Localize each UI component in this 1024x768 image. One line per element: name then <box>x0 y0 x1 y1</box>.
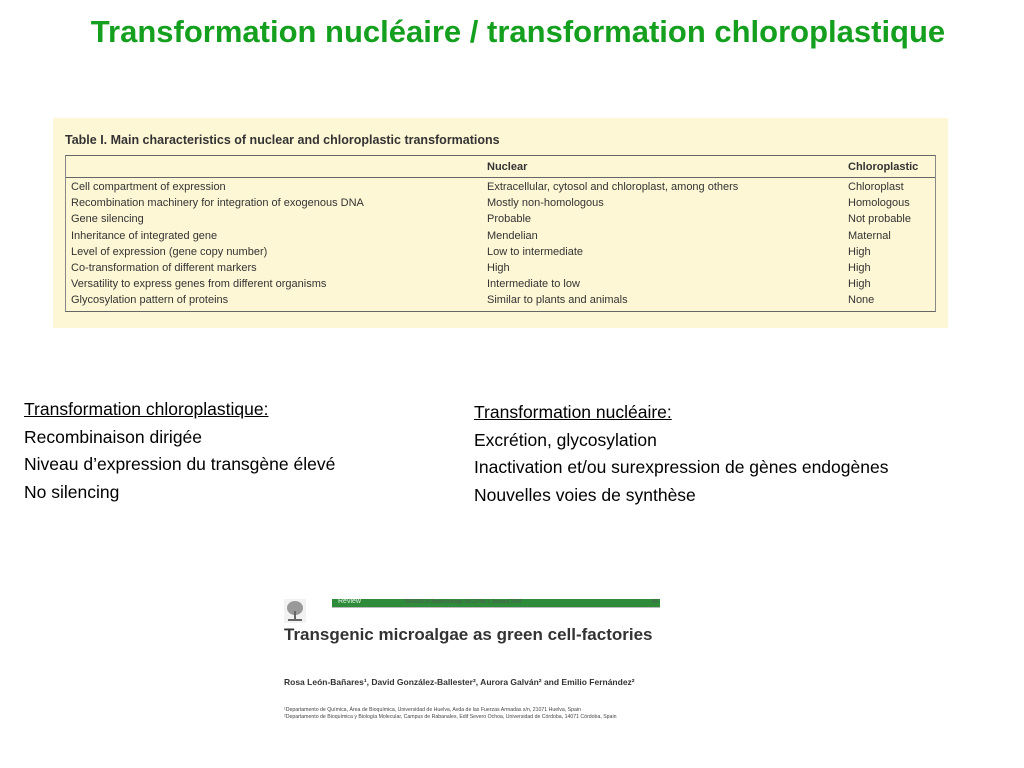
table-row <box>66 230 935 246</box>
list-item: No silencing <box>24 481 120 502</box>
nuclear-heading: Transformation nucléaire: <box>474 402 672 422</box>
list-item: Nouvelles voies de synthèse <box>474 484 696 505</box>
row-characteristic: Glycosylation pattern of proteins <box>71 294 229 307</box>
column-header-chloroplastic: Chloroplastic <box>848 161 919 173</box>
slide-title: Transformation nucléaire / transformation chloroplastique <box>90 14 946 49</box>
paper-authors: Rosa León-Bañares¹, David González-Ballester², Aurora Galván² and Emilio Fernández² <box>284 677 635 687</box>
row-characteristic: Co-transformation of different markers <box>71 261 257 274</box>
row-characteristic: Versatility to express genes from different organisms <box>71 278 327 291</box>
header-rule <box>66 177 935 178</box>
row-nuclear-value: Low to intermediate <box>487 245 583 258</box>
paper-title: Transgenic microalgae as green cell-factories <box>284 625 653 644</box>
list-item: Inactivation et/ou surexpression de gènes endogènes <box>474 457 889 477</box>
row-characteristic: Level of expression (gene copy number) <box>71 245 268 258</box>
characteristics-table <box>65 155 936 312</box>
row-nuclear-value: Extracellular, cytosol and chloroplast, among others <box>487 181 739 193</box>
affiliation-line: ²Departamento de Bioquímica y Biología Molecular, Campus de Rabanales, Edif Severo Ochoa, Universidad de Córdoba, 14071 Córdoba, Spain <box>284 713 617 720</box>
page-number: 45 <box>652 599 658 605</box>
list-item: Recombinaison dirigée <box>24 426 203 447</box>
row-nuclear-value: Similar to plants and animals <box>487 294 628 307</box>
row-chloroplastic-value: Homologous <box>848 197 910 210</box>
elsevier-tree-icon <box>284 599 306 623</box>
header-divider <box>332 607 660 608</box>
row-chloroplastic-value: Maternal <box>848 229 891 242</box>
row-chloroplastic-value: High <box>848 245 871 258</box>
row-nuclear-value: Mendelian <box>487 229 538 242</box>
row-nuclear-value: Probable <box>487 213 532 226</box>
row-chloroplastic-value: High <box>848 278 871 291</box>
characteristics-table-panel <box>53 118 948 328</box>
row-chloroplastic-value: None <box>848 294 875 307</box>
table-row <box>66 197 935 213</box>
paper-affiliations <box>284 707 659 720</box>
table-row <box>66 213 935 229</box>
row-nuclear-value: Mostly non-homologous <box>487 197 604 210</box>
table-caption: Table I. Main characteristics of nuclear and chloroplastic transformations <box>65 133 500 147</box>
paper-section-label: Review <box>338 598 361 605</box>
row-characteristic: Recombination machinery for integration of exogenous DNA <box>71 197 364 210</box>
row-characteristic: Gene silencing <box>71 213 144 226</box>
table-row <box>66 278 935 294</box>
chloroplastic-summary <box>24 396 335 506</box>
table-row <box>66 246 935 262</box>
list-item: Excrétion, glycosylation <box>474 429 657 450</box>
table-row <box>66 181 935 197</box>
nuclear-summary <box>474 399 888 509</box>
row-chloroplastic-value: Chloroplast <box>848 181 904 193</box>
paper-header-image <box>282 597 660 732</box>
affiliation-line: ¹Departamento de Química, Área de Bioquímica, Universidad de Huelva, Avda de las Fuerzas Armadas s/n, 21071 Huelva, Spain <box>284 707 581 713</box>
table-row <box>66 262 935 278</box>
row-chloroplastic-value: Not probable <box>848 213 911 226</box>
table-body <box>66 181 935 311</box>
row-nuclear-value: High <box>487 261 510 274</box>
table-row <box>66 294 935 310</box>
journal-info: TRENDS in Biotechnology Vol.22 No.1 January 2004 <box>404 599 522 605</box>
row-nuclear-value: Intermediate to low <box>487 278 580 291</box>
column-header-nuclear: Nuclear <box>487 161 528 173</box>
chloroplastic-heading: Transformation chloroplastique: <box>24 399 269 419</box>
row-characteristic: Inheritance of integrated gene <box>71 229 218 242</box>
row-chloroplastic-value: High <box>848 261 871 274</box>
row-characteristic: Cell compartment of expression <box>71 181 226 193</box>
list-item: Niveau d’expression du transgène élevé <box>24 454 336 474</box>
